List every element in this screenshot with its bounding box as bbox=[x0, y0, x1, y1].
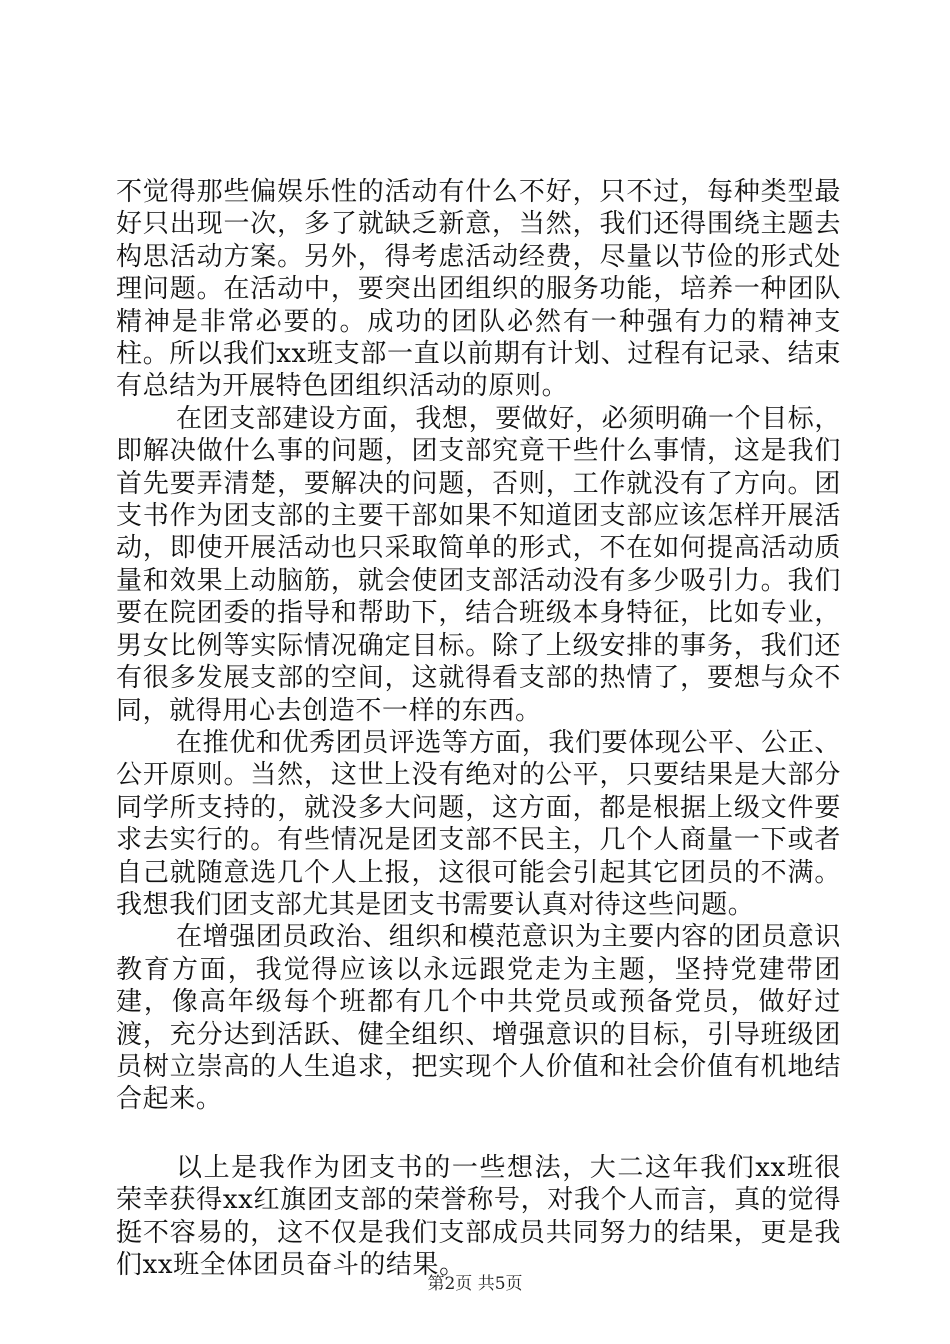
paragraph-3: 在推优和优秀团员评选等方面，我们要体现公平、公正、公开原则。当然，这世上没有绝对的公平，只要结果是大部分同学所支持的，就没多大问题，这方面，都是根据上级文件要求去实行的。有些情况是团支部不民主，几个人商量一下或者自己就随意选几个人上报，这很可能会引起其它团员的不满。我想我们团支部尤其是团支书需要认真对待这些问题。 bbox=[116, 727, 842, 920]
paragraph-5: 以上是我作为团支书的一些想法，大二这年我们xx班很荣幸获得xx红旗团支部的荣誉称号，对我个人而言，真的觉得挺不容易的，这不仅是我们支部成员共同努力的结果，更是我们xx班全体团员奋斗的结果。 bbox=[116, 1152, 841, 1280]
paragraph-2: 在团支部建设方面，我想，要做好，必须明确一个目标，即解决做什么事的问题，团支部究竟干些什么事情，这是我们首先要弄清楚，要解决的问题，否则，工作就没有了方向。团支书作为团支部的主要干部如果不知道团支部应该怎样开展活动，即使开展活动也只采取简单的形式，不在如何提高活动质量和效果上动脑筋，就会使团支部活动没有多少吸引力。我们要在院团委的指导和帮助下，结合班级本身特征，比如专业，男女比例等实际情况确定目标。除了上级安排的事务，我们还有很多发展支部的空间，这就得看支部的热情了，要想与众不同，就得用心去创造不一样的东西。 bbox=[116, 403, 842, 726]
page-number-label: 第2页 共5页 bbox=[427, 1274, 523, 1294]
page-footer bbox=[0, 1273, 950, 1295]
paragraph-1: 不觉得那些偏娱乐性的活动有什么不好，只不过，每种类型最好只出现一次，多了就缺乏新意，当然，我们还得围绕主题去构思活动方案。另外，得考虑活动经费，尽量以节俭的形式处理问题。在活动中，要突出团组织的服务功能，培养一种团队精神是非常必要的。成功的团队必然有一种强有力的精神支柱。所以我们xx班支部一直以前期有计划、过程有记录、结束有总结为开展特色团组织活动的原则。 bbox=[116, 177, 841, 402]
paragraph-4: 在增强团员政治、组织和模范意识为主要内容的团员意识教育方面，我觉得应该以永远跟党走为主题，坚持党建带团建，像高年级每个班都有几个中共党员或预备党员，做好过渡，充分达到活跃、健全组织、增强意识的目标，引导班级团员树立崇高的人生追求，把实现个人价值和社会价值有机地结合起来。 bbox=[116, 922, 842, 1115]
document-body bbox=[116, 176, 841, 1281]
